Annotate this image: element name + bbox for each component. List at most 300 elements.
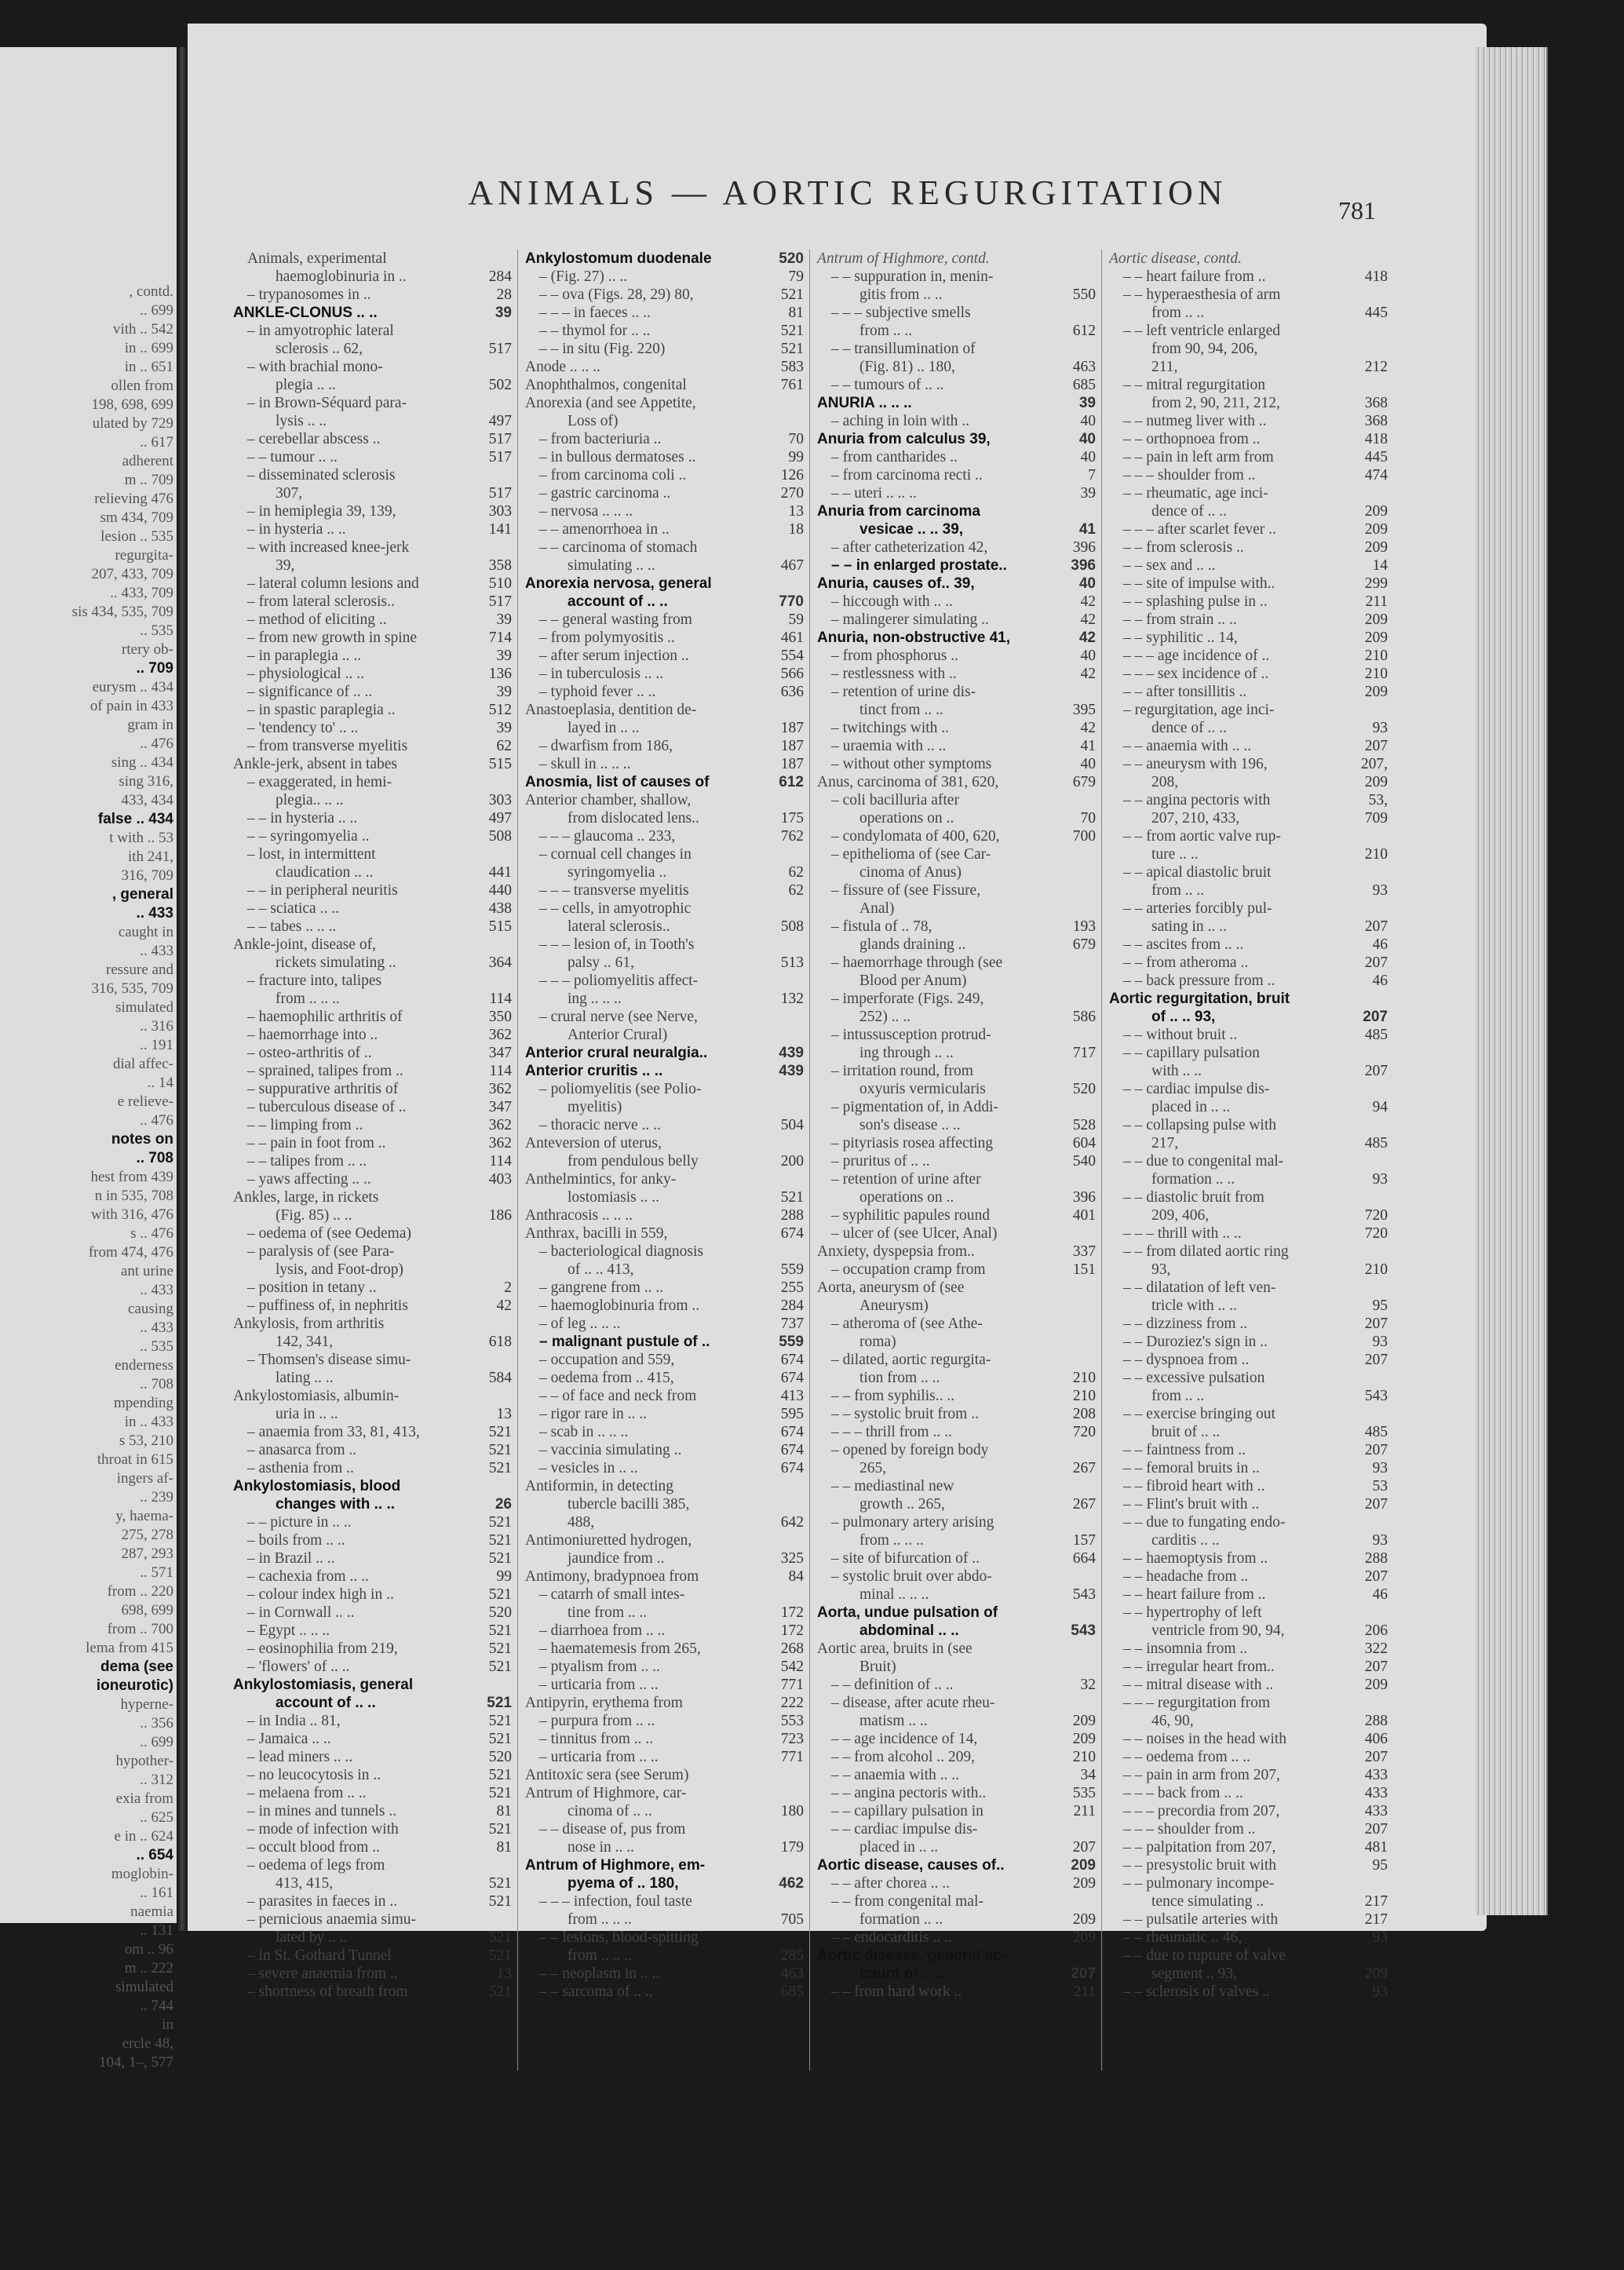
index-subentry [817, 1134, 1096, 1152]
index-heading [525, 1477, 804, 1495]
entry-text: – – endocarditis .. .. [831, 1929, 952, 1946]
facing-page-line: 433, 434 [121, 792, 173, 808]
index-subentry [233, 1206, 512, 1224]
page-reference: 285 [780, 1947, 804, 1964]
index-subentry [817, 1983, 1096, 2001]
index-subentry [233, 502, 512, 520]
entry-text: – urticaria from .. .. [539, 1749, 659, 1765]
entry-text: – – splashing pulse in .. [1123, 593, 1268, 610]
index-subentry [817, 1567, 1096, 1586]
page-reference: 535 [1072, 1785, 1096, 1801]
index-subentry [817, 1802, 1096, 1820]
index-subentry [525, 1387, 804, 1405]
facing-page-line: e in .. 624 [114, 1828, 173, 1845]
entry-text: tricle with .. .. [1151, 1297, 1237, 1314]
entry-text: – dilated, aortic regurgita- [831, 1352, 991, 1368]
index-subentry [817, 809, 1096, 827]
entry-text: – shortness of breath from [247, 1984, 408, 2000]
entry-text: – with brachial mono- [247, 359, 383, 375]
page-reference: 347 [488, 1099, 512, 1115]
facing-page-line: .. 535 [140, 622, 173, 639]
page-reference: 212 [1364, 359, 1388, 375]
facing-page-line: 198, 698, 699 [91, 396, 173, 413]
facing-page-line: caught in [118, 924, 173, 940]
page-reference: 93 [1372, 1532, 1388, 1549]
entry-text: – – anaemia with .. .. [831, 1767, 959, 1783]
entry-text: Anus, carcinoma of 381, 620, [817, 774, 999, 790]
entry-text: – condylomata of 400, 620, [831, 828, 1000, 845]
index-subentry [817, 1874, 1096, 1892]
entry-text: – intussusception protrud- [831, 1027, 991, 1043]
page-reference: 396 [1072, 539, 1096, 556]
index-subentry [233, 322, 512, 340]
entry-text: tion from .. .. [859, 1370, 940, 1386]
facing-page-line: mpending [114, 1395, 173, 1411]
index-subentry [817, 1531, 1096, 1549]
index-subentry [1109, 1838, 1388, 1856]
page-reference: 521 [488, 1640, 512, 1657]
page-reference: 520 [488, 1604, 512, 1621]
entry-text: – gangrene from .. .. [539, 1279, 664, 1296]
index-subentry [525, 863, 804, 881]
index-subentry [817, 611, 1096, 629]
page-reference: 210 [1072, 1749, 1096, 1765]
index-subentry [817, 1513, 1096, 1531]
index-subentry [1109, 683, 1388, 701]
index-subentry [525, 719, 804, 737]
entry-text: – in spastic paraplegia .. [247, 702, 396, 718]
facing-page-line: ioneurotic) [96, 1677, 173, 1694]
facing-page-line: sing 316, [119, 773, 173, 790]
entry-text: – – from syphilis.. .. [831, 1388, 955, 1404]
index-subentry [1109, 593, 1388, 611]
page-reference: 362 [488, 1081, 512, 1097]
facing-page-line: vith .. 542 [112, 321, 173, 338]
entry-text: lysis .. .. [276, 413, 327, 429]
entry-text: – – aneurysm with 196, [1123, 756, 1268, 772]
entry-text: 413, 415, [276, 1875, 334, 1892]
index-column-3 [817, 250, 1096, 2024]
entry-text: – – heart failure from .. [1123, 1586, 1266, 1603]
index-subentry [233, 1730, 512, 1748]
index-subentry [233, 881, 512, 900]
page-reference: 209 [1364, 521, 1388, 538]
index-subentry [1109, 1008, 1388, 1026]
facing-page-line: e relieve- [117, 1093, 173, 1110]
index-subentry [1109, 466, 1388, 484]
entry-text: formation .. .. [1151, 1171, 1235, 1188]
index-column-2 [525, 250, 804, 2024]
page-reference: 207 [1364, 954, 1388, 971]
entry-text: – – noises in the head with [1123, 1731, 1286, 1747]
entry-text: – – tabes .. .. .. [247, 918, 337, 935]
index-subentry [817, 1098, 1096, 1116]
facing-page-line: .. 571 [140, 1564, 173, 1581]
entry-text: Anuria from calculus 39, [817, 431, 991, 447]
page-reference: 618 [488, 1334, 512, 1350]
page-reference: 521 [488, 1785, 512, 1801]
entry-text: – retention of urine after [831, 1171, 981, 1188]
entry-text: – – due to rupture of valve [1123, 1947, 1286, 1964]
index-subentry [233, 1567, 512, 1586]
page-reference: 362 [488, 1027, 512, 1043]
page-reference: 81 [496, 1803, 512, 1819]
index-subentry [525, 1369, 804, 1387]
index-subentry [525, 665, 804, 683]
page-reference: 99 [788, 449, 804, 465]
entry-text: – retention of urine dis- [831, 684, 976, 700]
entry-text: – – dizziness from .. [1123, 1316, 1248, 1332]
page-reference: 94 [1372, 1099, 1388, 1115]
facing-page-line: adherent [122, 453, 173, 469]
index-subentry [1109, 376, 1388, 394]
entry-text: – – – subjective smells [831, 305, 971, 321]
entry-text: – in mines and tunnels .. [247, 1803, 397, 1819]
page-reference: 114 [489, 1153, 512, 1170]
page-reference: 209 [1364, 1965, 1388, 1982]
page-reference: 210 [1072, 1388, 1096, 1404]
entry-text: – – exercise bringing out [1123, 1406, 1275, 1422]
entry-text: – 'flowers' of .. .. [247, 1659, 350, 1675]
entry-text: – – dyspnoea from .. [1123, 1352, 1250, 1368]
entry-text: formation .. .. [859, 1911, 943, 1928]
entry-text: cinoma of Anus) [859, 864, 962, 881]
facing-page-line: regurgita- [115, 547, 173, 564]
index-subentry [817, 990, 1096, 1008]
page-reference: 502 [488, 377, 512, 393]
index-subentry [1109, 1567, 1388, 1586]
page-reference: 53 [1372, 1478, 1388, 1494]
index-heading [817, 502, 1096, 520]
entry-text: ANURIA .. .. .. [817, 395, 912, 411]
book-gutter [177, 47, 188, 1931]
index-subentry [1109, 936, 1388, 954]
index-subentry [1109, 1206, 1388, 1224]
index-subentry [1109, 737, 1388, 755]
page-reference: 13 [496, 1965, 512, 1982]
entry-text: – – sciatica .. .. [247, 900, 339, 917]
entry-text: – no leucocytosis in .. [247, 1767, 381, 1783]
entry-text: Aortic disease, contd. [1109, 250, 1242, 267]
index-subentry [1109, 611, 1388, 629]
entry-text: – in tuberculosis .. .. [539, 666, 664, 682]
entry-text: ture .. .. [1151, 846, 1199, 863]
entry-text: – bacteriological diagnosis [539, 1243, 704, 1260]
index-heading [817, 430, 1096, 448]
entry-text: Aortic disease, causes of.. [817, 1857, 1005, 1874]
entry-text: from .. .. [1151, 305, 1205, 321]
entry-text: 307, [276, 485, 303, 502]
index-heading [817, 1947, 1096, 1965]
entry-text: – – pain in arm from 207, [1123, 1767, 1280, 1783]
column-rule [1101, 250, 1102, 2071]
entry-text: – imperforate (Figs. 249, [831, 991, 984, 1007]
page-reference: 439 [779, 1045, 804, 1061]
entry-text: – hiccough with .. .. [831, 593, 953, 610]
page-reference: 2 [504, 1279, 512, 1296]
entry-text: – – in peripheral neuritis [247, 882, 398, 899]
page-reference: 521 [488, 1929, 512, 1946]
facing-page-line: .. 699 [140, 1734, 173, 1750]
page-reference: 521 [488, 1767, 512, 1783]
index-subentry [817, 1549, 1096, 1567]
entry-text: – – heart failure from .. [1123, 268, 1266, 285]
facing-page-line: notes on [111, 1131, 173, 1148]
entry-text: jaundice from .. [567, 1550, 665, 1567]
page-reference: 39 [494, 305, 512, 321]
page-reference: 504 [780, 1117, 804, 1133]
index-subentry [817, 1387, 1096, 1405]
page-reference: 517 [488, 593, 512, 610]
index-subentry [233, 1495, 512, 1513]
entry-text: syringomyelia .. [567, 864, 667, 881]
index-heading [817, 1243, 1096, 1261]
index-subentry [1109, 1405, 1388, 1423]
entry-text: plegia.. .. .. [276, 792, 344, 808]
facing-page-line: from .. 700 [107, 1621, 173, 1637]
entry-text: – – tumours of .. .. [831, 377, 944, 393]
entry-text: 93, [1151, 1261, 1171, 1278]
page-reference: 14 [1372, 557, 1388, 574]
page-reference: 485 [1364, 1424, 1388, 1440]
index-subentry [1109, 1640, 1388, 1658]
index-subentry [525, 557, 804, 575]
index-heading [525, 1694, 804, 1712]
facing-page-line: .. 617 [140, 434, 173, 451]
page-reference: 396 [1071, 557, 1096, 574]
index-heading [525, 1531, 804, 1549]
entry-text: – – picture in .. .. [247, 1514, 352, 1531]
entry-text: lated by .. .. [276, 1929, 348, 1946]
index-subentry [817, 412, 1096, 430]
index-subentry [233, 1044, 512, 1062]
facing-page-line: ollen from [111, 378, 173, 394]
page-reference: 612 [1072, 323, 1096, 339]
index-subentry [817, 1495, 1096, 1513]
entry-text: Anosmia, list of causes of [525, 774, 710, 790]
page-reference: 485 [1364, 1135, 1388, 1151]
page-reference: 206 [1364, 1622, 1388, 1639]
facing-page-line: .. 535 [140, 1338, 173, 1355]
index-subentry [233, 394, 512, 412]
page-reference: 207 [1071, 1965, 1096, 1982]
index-subentry [233, 1531, 512, 1549]
facing-page-line: hest from 439 [90, 1169, 173, 1185]
entry-text: – – in hysteria .. .. [247, 810, 358, 827]
facing-page-line: rtery ob- [122, 641, 173, 658]
entry-text: – – rheumatic .. 46, [1123, 1929, 1243, 1946]
page-reference: 521 [488, 1460, 512, 1476]
index-subentry [233, 466, 512, 484]
page-reference: 193 [1072, 918, 1096, 935]
index-heading [525, 394, 804, 412]
page-reference: 474 [1364, 467, 1388, 484]
index-subentry [1109, 412, 1388, 430]
index-subentry [817, 1622, 1096, 1640]
index-subentry [233, 250, 512, 268]
entry-text: – – back pressure from .. [1123, 973, 1275, 989]
index-subentry [525, 1640, 804, 1658]
index-subentry [233, 701, 512, 719]
entry-text: – pruritus of .. .. [831, 1153, 930, 1170]
facing-page-line: dial affec- [112, 1056, 173, 1072]
entry-text: – irritation round, from [831, 1063, 973, 1079]
page-reference: 674 [780, 1370, 804, 1386]
page-reference: 211 [1073, 1984, 1096, 2000]
entry-text: Aneurysm) [859, 1297, 929, 1314]
index-subentry [233, 1929, 512, 1947]
page-reference: 211 [1365, 593, 1388, 610]
index-subentry [1109, 484, 1388, 502]
index-subentry [233, 1640, 512, 1658]
page-reference: 187 [780, 756, 804, 772]
index-subentry [233, 1965, 512, 1983]
facing-page-line: 104, 1–, 577 [99, 2054, 173, 2071]
entry-text: uria in .. .. [276, 1406, 338, 1422]
facing-page-line: 287, 293 [121, 1546, 173, 1562]
entry-text: – fracture into, talipes [247, 973, 382, 989]
entry-text: – eosinophilia from 219, [247, 1640, 398, 1657]
index-subentry [525, 1333, 804, 1351]
page-reference: 53, [1368, 792, 1388, 808]
entry-text: growth .. 265, [859, 1496, 945, 1513]
index-subentry [233, 358, 512, 376]
index-subentry [233, 665, 512, 683]
page-reference: 521 [780, 341, 804, 357]
entry-text: – in hysteria .. .. [247, 521, 346, 538]
index-subentry [233, 1604, 512, 1622]
page-reference: 210 [1364, 1261, 1388, 1278]
index-subentry [1109, 520, 1388, 538]
index-subentry [525, 683, 804, 701]
facing-page-line: s 53, 210 [119, 1432, 173, 1449]
index-subentry [1109, 1929, 1388, 1947]
page-reference: 40 [1078, 575, 1096, 592]
entry-text: 209, 406, [1151, 1207, 1210, 1224]
entry-text: – – femoral bruits in .. [1123, 1460, 1260, 1476]
page-reference: 521 [488, 1984, 512, 2000]
facing-page-line: .. 239 [140, 1489, 173, 1505]
page-reference: 41 [1078, 521, 1096, 538]
entry-text: Anterior chamber, shallow, [525, 792, 692, 808]
index-subentry [817, 1333, 1096, 1351]
page-reference: 674 [780, 1352, 804, 1368]
index-subentry [1109, 918, 1388, 936]
entry-text: – – – lesion of, in Tooth's [539, 936, 695, 953]
page-reference: 520 [779, 250, 804, 267]
entry-text: – – carcinoma of stomach [539, 539, 698, 556]
entry-text: – disseminated sclerosis [247, 467, 396, 484]
index-subentry [233, 827, 512, 845]
entry-text: – – orthopnoea from .. [1123, 431, 1261, 447]
index-heading [233, 1188, 512, 1206]
entry-text: – – faintness from .. [1123, 1442, 1246, 1458]
index-subentry [1109, 827, 1388, 845]
facing-page-line: .. 654 [136, 1847, 173, 1863]
index-subentry [817, 791, 1096, 809]
index-subentry [233, 1838, 512, 1856]
index-subentry [525, 972, 804, 990]
page-reference: 463 [1072, 359, 1096, 375]
page-reference: 95 [1372, 1857, 1388, 1874]
page-reference: 207 [1364, 1568, 1388, 1585]
index-subentry [817, 827, 1096, 845]
page-reference: 717 [1072, 1045, 1096, 1061]
index-subentry [817, 557, 1096, 575]
entry-text: – – – thrill from .. .. [831, 1424, 952, 1440]
page-reference: 18 [788, 521, 804, 538]
entry-text: – – – glaucoma .. 233, [539, 828, 676, 845]
index-heading [525, 1766, 804, 1784]
index-subentry [1109, 791, 1388, 809]
entry-text: Aortic area, bruits in (see [817, 1640, 973, 1657]
index-subentry [817, 322, 1096, 340]
page-reference: 62 [788, 882, 804, 899]
page-reference: 439 [779, 1063, 804, 1079]
index-subentry [1109, 1622, 1388, 1640]
facing-page-line: .. 316 [140, 1018, 173, 1035]
entry-text: oxyuris vermicularis [859, 1081, 986, 1097]
entry-text: – occupation and 559, [539, 1352, 675, 1368]
page-reference: 136 [488, 666, 512, 682]
entry-text: Ankle-joint, disease of, [233, 936, 376, 953]
entry-text: – nervosa .. .. .. [539, 503, 633, 520]
index-subentry [817, 954, 1096, 972]
entry-text: – of leg .. .. .. [539, 1316, 621, 1332]
index-subentry [233, 1622, 512, 1640]
page-reference: 299 [1364, 575, 1388, 592]
page-reference: 210 [1364, 666, 1388, 682]
page-reference: 209 [1072, 1911, 1096, 1928]
index-subentry [525, 954, 804, 972]
index-heading [817, 629, 1096, 647]
index-subentry [1109, 1784, 1388, 1802]
page-reference: 322 [1364, 1640, 1388, 1657]
index-subentry [525, 1658, 804, 1676]
index-subentry [817, 647, 1096, 665]
page-reference: 467 [780, 557, 804, 574]
index-subentry [233, 1874, 512, 1892]
entry-text: – anaemia from 33, 81, 413, [247, 1424, 420, 1440]
index-subentry [525, 538, 804, 557]
index-subentry [817, 268, 1096, 286]
index-subentry [817, 719, 1096, 737]
entry-text: – – general wasting from [539, 611, 692, 628]
facing-page-line: .. 433 [136, 905, 173, 922]
entry-text: Anterior crural neuralgia.. [525, 1045, 708, 1061]
entry-text: – occupation cramp from [831, 1261, 986, 1278]
page-reference: 288 [1364, 1550, 1388, 1567]
page-reference: 207 [1364, 1316, 1388, 1332]
page-reference: 517 [488, 449, 512, 465]
index-subentry [817, 1784, 1096, 1802]
entry-text: – haemorrhage through (see [831, 954, 1003, 971]
entry-text: – after serum injection .. [539, 648, 689, 664]
index-subentry [1109, 755, 1388, 773]
page-reference: 325 [780, 1550, 804, 1567]
page-reference: 553 [780, 1713, 804, 1729]
facing-page-line: 316, 535, 709 [91, 980, 173, 997]
index-subentry [817, 701, 1096, 719]
page-reference: 114 [489, 1063, 512, 1079]
entry-text: placed in .. .. [1151, 1099, 1231, 1115]
index-subentry [233, 1911, 512, 1929]
index-subentry [1109, 954, 1388, 972]
index-subentry [525, 900, 804, 918]
page-reference: 521 [488, 1893, 512, 1910]
entry-text: – – capillary pulsation in [831, 1803, 984, 1819]
page-reference: 42 [496, 1297, 512, 1314]
